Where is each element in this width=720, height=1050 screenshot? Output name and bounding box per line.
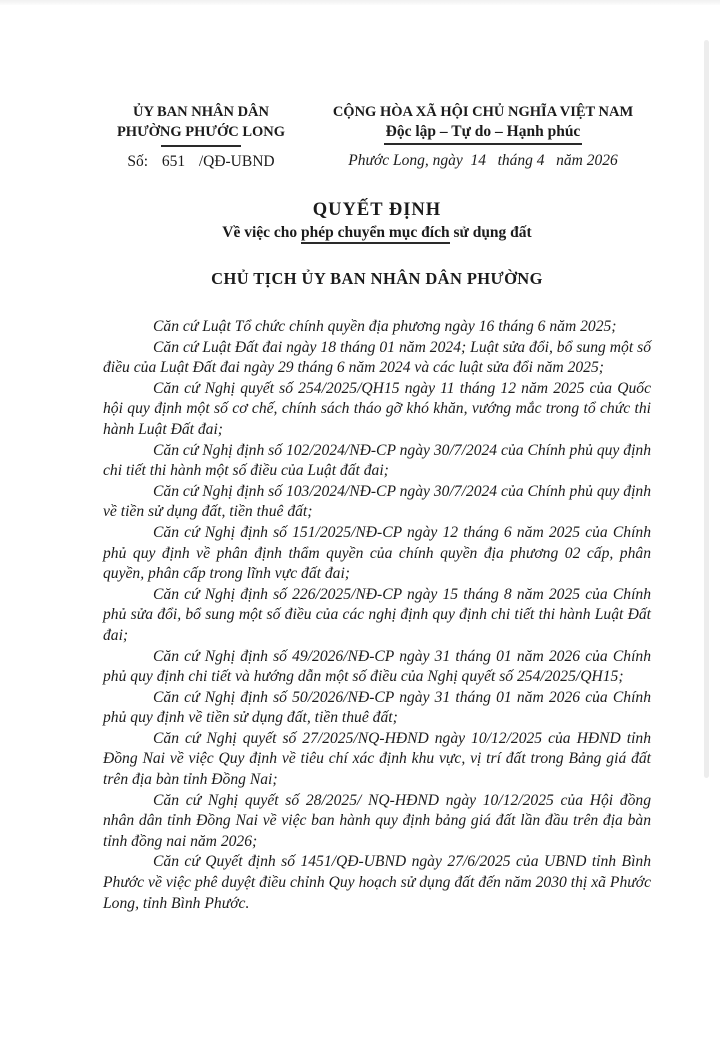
- national-header-block: [315, 102, 651, 171]
- issuing-authority-title: CHỦ TỊCH ỦY BAN NHÂN DÂN PHƯỜNG: [211, 269, 543, 288]
- subtitle-underlined-phrase: phép chuyển mục đích: [301, 224, 450, 244]
- legal-basis-list: [103, 317, 651, 914]
- issuing-org-block: [103, 102, 299, 172]
- national-motto: Độc lập – Tự do – Hạnh phúc: [384, 122, 583, 145]
- subtitle-suffix: sử dụng đất: [449, 224, 532, 241]
- place-and-date: Phước Long, ngày 14 tháng 4 năm 2026: [348, 152, 618, 169]
- legal-basis-paragraph: Căn cứ Luật Đất đai ngày 18 tháng 01 năm 2024; Luật sửa đổi, bổ sung một số điều của Luật Đất đai ngày 29 tháng 6 năm 2024 và các luật sửa đổi năm 2025;: [103, 338, 651, 377]
- legal-basis-paragraph: Căn cứ Nghị quyết số 27/2025/NQ-HĐND ngày 10/12/2025 của HĐND tỉnh Đồng Nai về việc Quy định về tiêu chí xác định khu vực, vị trí đất trong Bảng giá đất trên địa bàn tỉnh Đồng Nai;: [103, 729, 651, 789]
- document-title: QUYẾT ĐỊNH: [312, 200, 442, 220]
- org-underline-rule: [161, 145, 241, 147]
- legal-basis-paragraph: Căn cứ Nghị định số 226/2025/NĐ-CP ngày 15 tháng 8 năm 2025 của Chính phủ sửa đổi, bổ sung một số điều của các nghị định quy định chi tiết thi hành Luật Đất đai;: [103, 585, 651, 644]
- legal-basis-paragraph: Căn cứ Nghị quyết số 28/2025/ NQ-HĐND ngày 10/12/2025 của Hội đồng nhân dân tỉnh Đồng Nai về việc ban hành quy định bảng giá đất lần đầu trên địa bàn tỉnh đồng nai năm 2026;: [103, 791, 651, 850]
- issuing-org-name-line2: PHƯỜNG PHƯỚC LONG: [116, 124, 286, 140]
- legal-basis-paragraph: Căn cứ Nghị định số 49/2026/NĐ-CP ngày 31 tháng 01 năm 2026 của Chính phủ quy định chi tiết và hướng dẫn một số điều của Nghị quyết số 254/2025/QH15;: [103, 647, 651, 686]
- issuing-org-name-line1: ỦY BAN NHÂN DÂN: [132, 104, 269, 120]
- document-subtitle: [103, 222, 651, 244]
- legal-basis-paragraph: Căn cứ Nghị định số 102/2024/NĐ-CP ngày 30/7/2024 của Chính phủ quy định chi tiết thi hành một số điều của Luật đất đai;: [103, 441, 651, 480]
- subtitle-prefix: Về việc cho: [222, 224, 302, 241]
- document-number: Số: 651 /QĐ-UBND: [127, 153, 275, 170]
- scan-artifact-right-edge: [704, 40, 709, 778]
- legal-basis-paragraph: Căn cứ Nghị định số 103/2024/NĐ-CP ngày 30/7/2024 của Chính phủ quy định về tiền sử dụng đất, tiền thuê đất;: [103, 482, 651, 521]
- scan-artifact-top-edge: [0, 0, 720, 5]
- legal-basis-paragraph: Căn cứ Nghị quyết số 254/2025/QH15 ngày 11 tháng 12 năm 2025 của Quốc hội quy định một số cơ chế, chính sách tháo gỡ khó khăn, vướng mắc trong tổ chức thi hành Luật Đất đai;: [103, 379, 651, 438]
- legal-basis-paragraph: Căn cứ Nghị định số 50/2026/NĐ-CP ngày 31 tháng 01 năm 2026 của Chính phủ quy định về tiền sử dụng đất, tiền thuê đất;: [103, 688, 651, 727]
- national-title: CỘNG HÒA XÃ HỘI CHỦ NGHĨA VIỆT NAM: [332, 104, 634, 120]
- legal-basis-paragraph: Căn cứ Nghị định số 151/2025/NĐ-CP ngày 12 tháng 6 năm 2025 của Chính phủ quy định về phân định thẩm quyền của chính quyền địa phương 02 cấp, phân quyền, phân cấp trong lĩnh vực đất đai;: [103, 523, 651, 583]
- document-header: [103, 102, 651, 172]
- legal-basis-paragraph: Căn cứ Luật Tổ chức chính quyền địa phương ngày 16 tháng 6 năm 2025;: [153, 318, 617, 335]
- legal-basis-paragraph: Căn cứ Quyết định số 1451/QĐ-UBND ngày 27/6/2025 của UBND tỉnh Bình Phước về việc phê duyệt điều chỉnh Quy hoạch sử dụng đất đến năm 2030 thị xã Phước Long, tỉnh Bình Phước.: [103, 853, 651, 912]
- document-content: [103, 102, 651, 914]
- title-block: [103, 199, 651, 244]
